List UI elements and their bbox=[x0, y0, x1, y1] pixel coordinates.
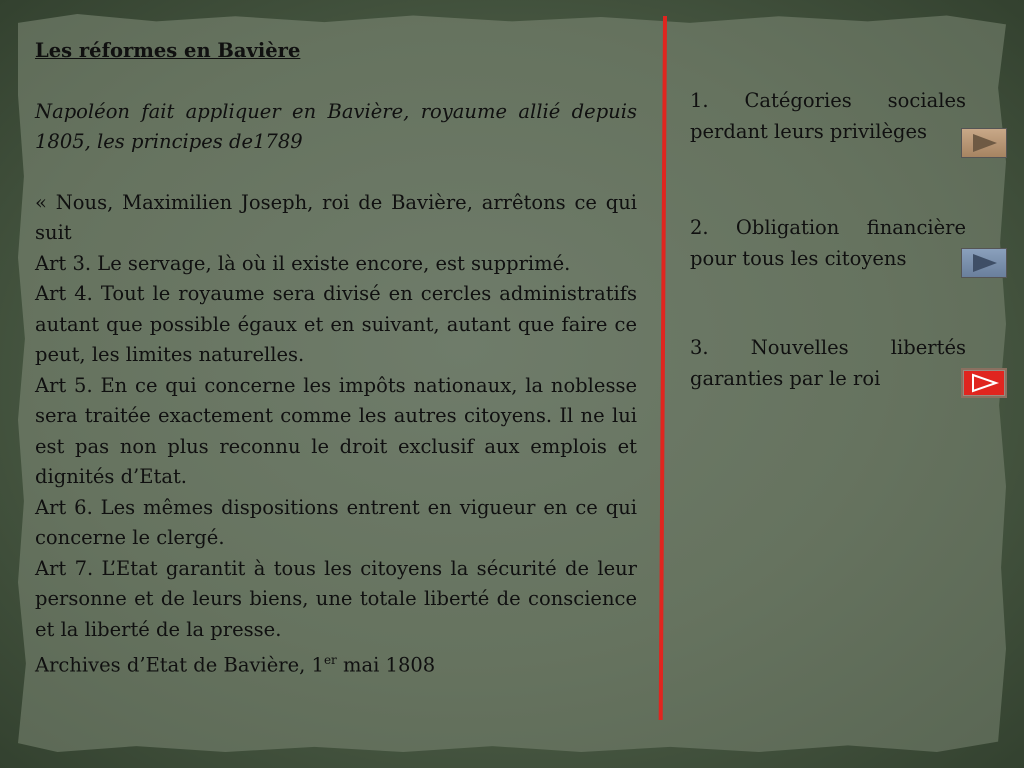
document-text bbox=[35, 36, 637, 681]
article-5: Art 5. En ce qui concerne les impôts nationaux, la noblesse sera traitée exactement comme les autres citoyens. Il ne lui est pas non plus reconnu le droit exclusif aux emplois et dignités d’Etat. bbox=[35, 373, 637, 488]
document-intro: Napoléon fait appliquer en Bavière, royaume allié depuis 1805, les principes de1789 bbox=[35, 99, 637, 153]
source-superscript: er bbox=[323, 653, 337, 667]
nav-button-1[interactable] bbox=[961, 128, 1007, 158]
quote-opening: « Nous, Maximilien Joseph, roi de Bavière, arrêtons ce qui suit bbox=[35, 190, 637, 244]
source-text: Archives d’Etat de Bavière, 1 bbox=[35, 653, 324, 677]
play-arrow-outline-icon bbox=[963, 370, 1005, 396]
play-arrow-icon bbox=[962, 129, 1006, 157]
play-arrow-icon bbox=[962, 249, 1006, 277]
article-7: Art 7. L’Etat garantit à tous les citoyens la sécurité de leur personne et de leurs biens, une totale liberté de conscience et la liberté de la presse. bbox=[35, 556, 637, 641]
document-title: Les réformes en Bavière bbox=[35, 39, 301, 62]
article-6: Art 6. Les mêmes dispositions entrent en vigueur en ce qui concerne le clergé. bbox=[35, 495, 637, 549]
source-date: mai 1808 bbox=[336, 653, 436, 677]
source-citation bbox=[35, 645, 637, 681]
article-4: Art 4. Tout le royaume sera divisé en cercles administratifs autant que possible égaux et en suivant, autant que faire ce peut, les limites naturelles. bbox=[35, 282, 637, 366]
nav-button-3[interactable] bbox=[961, 368, 1007, 398]
menu-item-3: 3. Nouvelles libertés garanties par le roi bbox=[690, 336, 966, 390]
article-3: Art 3. Le servage, là où il existe encore, est supprimé. bbox=[35, 251, 571, 275]
nav-button-2[interactable] bbox=[961, 248, 1007, 278]
menu-item-1: 1. Catégories sociales perdant leurs privilèges bbox=[690, 89, 966, 143]
menu-item-2: 2. Obligation financière pour tous les citoyens bbox=[690, 216, 966, 270]
